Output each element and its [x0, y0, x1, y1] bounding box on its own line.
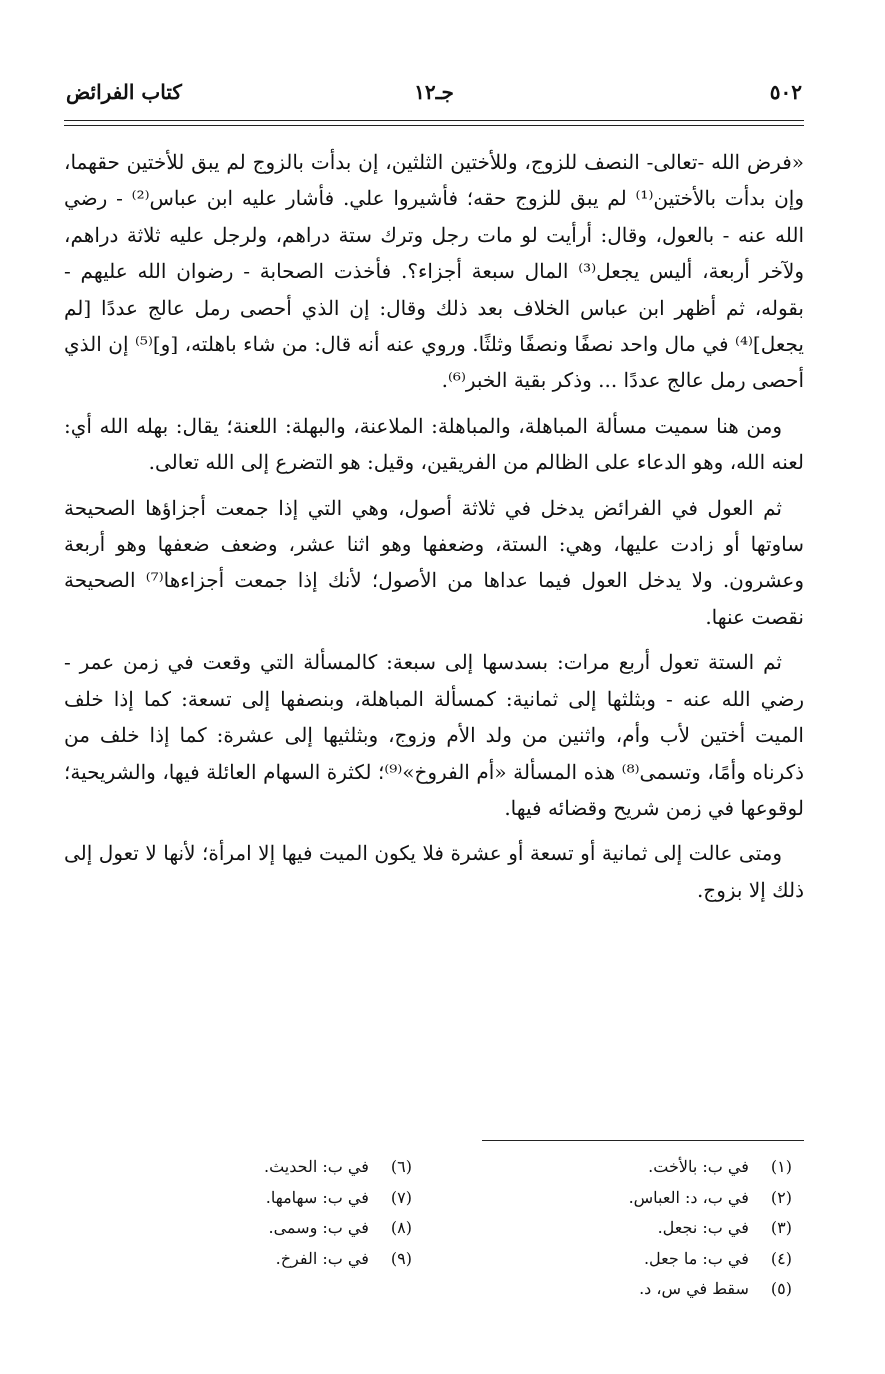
book-title: كتاب الفرائض [66, 80, 182, 104]
footnote-number: (٧) [390, 1187, 412, 1207]
footnote-text: في ب: الفرخ. [275, 1248, 369, 1268]
footnotes-right-column [492, 1152, 792, 1305]
footnote [112, 1152, 412, 1183]
footnote [492, 1244, 792, 1275]
main-text [64, 144, 804, 917]
paragraph: ومن هنا سميت مسألة المباهلة، والمباهلة: الملاعنة، والبهلة: اللعنة؛ يقال: بهله الله أي: لعنه الله، وهو الدعاء على الظالم من الفريقين، وقيل: هو التضرع إلى الله تعالى. [64, 413, 804, 475]
footnote-number: (٨) [390, 1218, 412, 1237]
footnote-number: (١) [770, 1157, 792, 1176]
footnote-text: في ب: وسمى. [268, 1218, 369, 1237]
paragraph: «فرض الله -تعالى- النصف للزوج، وللأختين الثلثين، إن بدأت بالزوج لم يبق للأختين حقهما، وإن بدأت بالأختين⁽¹⁾ لم يبق للزوج حقه؛ فأشيروا علي. فأشار عليه ابن عباس⁽²⁾ - رضي الله عنه - بالعول، وقال: أرأيت لو مات رجل وترك ستة دراهم، ولرجل عليه ثلاثة دراهم، ولآخر أربعة، أليس يجعل⁽³⁾ المال سبعة أجزاء؟. فأخذت الصحابة - رضوان الله عليهم - بقوله، ثم أظهر ابن عباس الخلاف بعد ذلك وقال: إن الذي أحصى رمل عالج عددًا [لم يجعل]⁽⁴⁾ في مال واحد نصفًا ونصفًا وثلثًا. وروي عنه أنه قال: من شاء باهلته، [و]⁽⁵⁾ إن الذي أحصى رمل عالج عددًا ... وذكر بقية الخبر⁽⁶⁾. [64, 150, 805, 393]
footnote-separator [482, 1140, 804, 1141]
paragraph: ثم العول في الفرائض يدخل في ثلاثة أصول، وهي التي إذا جمعت أجزاؤها الصحيحة ساوتها أو زادت عليها، وهي: الستة، وضعفها وهو اثنا عشر، وضعف ضعفها وهو أربعة وعشرون. ولا يدخل العول فيما عداها من الأصول؛ لأنك إذا جمعت أجزاءها⁽⁷⁾ الصحيحة نقصت عنها. [64, 495, 804, 629]
footnote-number: (٥) [770, 1279, 792, 1298]
footnote-number: (٣) [770, 1218, 792, 1237]
footnote-text: في ب: نجعل. [657, 1218, 749, 1237]
running-header [64, 80, 804, 116]
paragraph: ومتى عالت إلى ثمانية أو تسعة أو عشرة فلا يكون الميت فيها إلا امرأة؛ لأنها لا تعول إلى ذلك إلا بزوج. [64, 841, 804, 902]
footnote-text: في ب: سهامها. [265, 1187, 369, 1207]
footnote [492, 1183, 792, 1214]
footnote [492, 1274, 792, 1305]
footnote-number: (٦) [390, 1157, 412, 1176]
page-number: ٥٠٢ [769, 80, 802, 104]
volume-label: جـ١٢ [414, 80, 454, 104]
footnote-text: في ب: الحديث. [264, 1157, 369, 1176]
footnotes-left-column [112, 1152, 412, 1274]
footnote-text: في ب: بالأخت. [648, 1157, 749, 1176]
header-double-rule [64, 120, 804, 126]
footnote [492, 1213, 792, 1244]
footnote-number: (٩) [390, 1248, 412, 1268]
paragraph: ثم الستة تعول أربع مرات: بسدسها إلى سبعة: كالمسألة التي وقعت في زمن عمر - رضي الله عنه - وبثلثها إلى ثمانية: كمسألة المباهلة، وبنصفها إلى تسعة: كما إذا خلف الميت أختين لأب وأم، واثنين من ولد الأم وزوج، وبثلثيها إلى عشرة: كما إذا خلف من ذكرناه وأمًا، وتسمى⁽⁸⁾ هذه المسألة «أم الفروخ»⁽⁹⁾؛ لكثرة السهام العائلة فيها، والشريحية؛ لوقوعها في زمن شريح وقضائه فيها. [64, 650, 804, 820]
footnote-number: (٢) [770, 1187, 792, 1207]
footnote-text: سقط في س، د. [639, 1279, 749, 1298]
footnote [112, 1213, 412, 1244]
footnote-text: في ب: ما جعل. [643, 1248, 749, 1268]
book-page [64, 0, 804, 1374]
footnote [112, 1183, 412, 1214]
footnote [112, 1244, 412, 1275]
footnote-text: في ب، د: العباس. [628, 1187, 749, 1207]
footnote [492, 1152, 792, 1183]
footnote-number: (٤) [770, 1248, 792, 1268]
